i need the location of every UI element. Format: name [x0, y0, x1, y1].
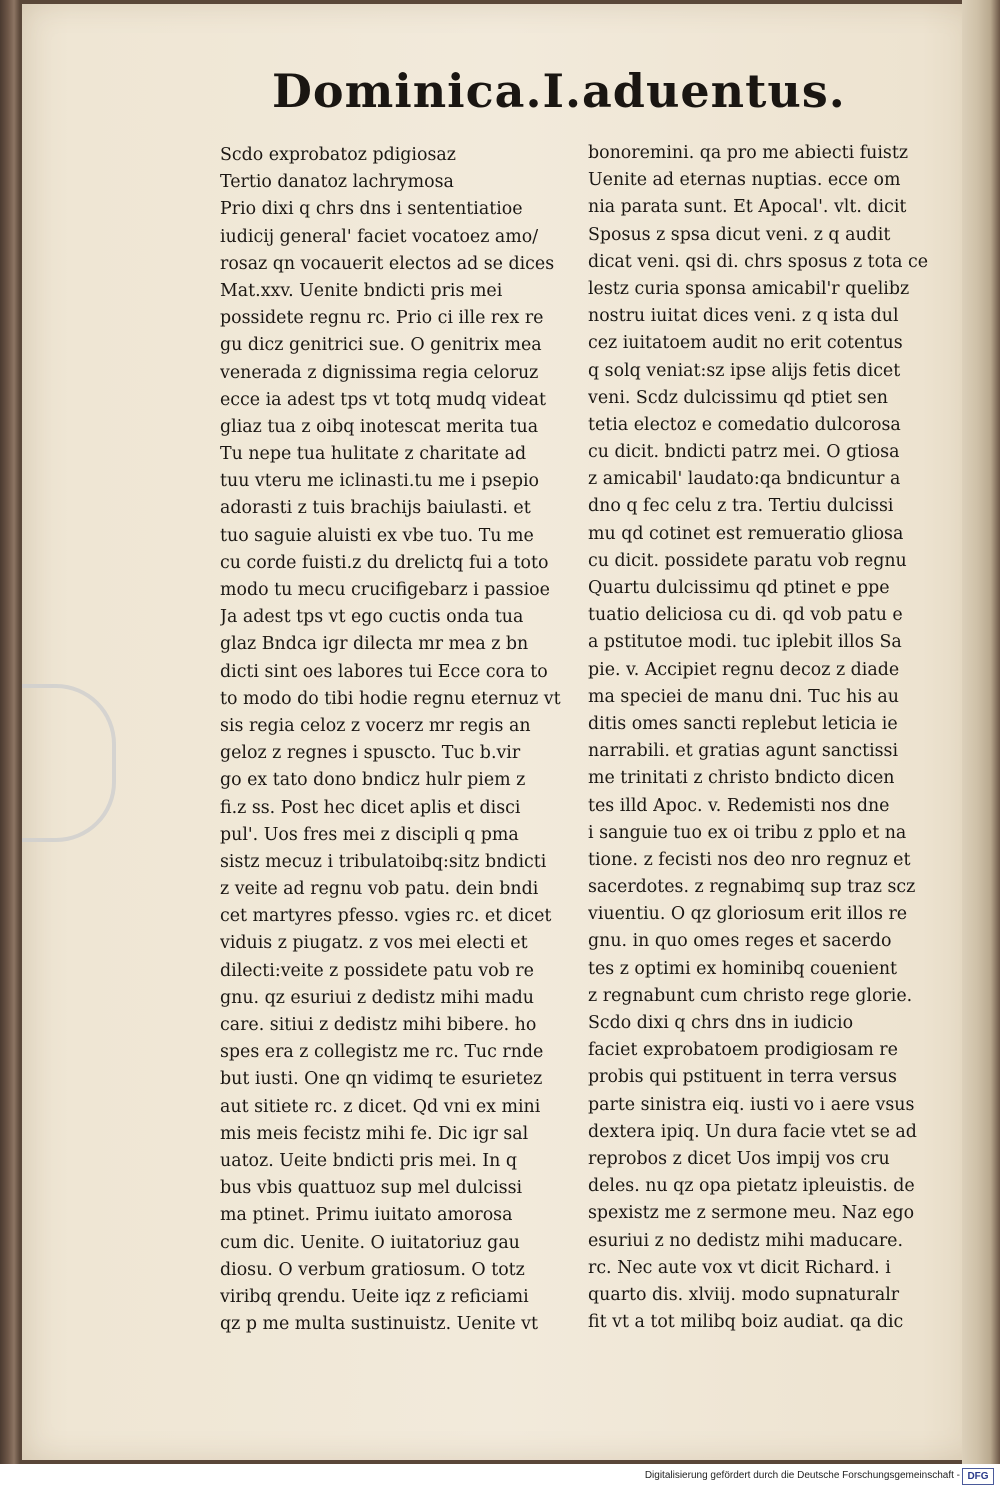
text-line: parte sinistra eiq. iusti vo i aere vsus	[588, 1094, 915, 1115]
text-line: bonoremini. qa pro me abiecti fuistz	[588, 143, 908, 163]
text-line: modo tu mecu crucifigebarz i passioe	[220, 580, 550, 600]
text-line: tuu vteru me iclinasti.tu me i psepio	[220, 471, 540, 492]
text-line: ecce ia adest tps vt totq mudq videat	[220, 389, 546, 410]
text-line: quarto dis. xlviij. modo supnaturalr	[588, 1284, 900, 1305]
page-heading: Dominica.I.aduentus.	[272, 64, 846, 118]
text-line: viribq qrendu. Ueite iqz z reficiami	[220, 1286, 529, 1307]
dfg-logo: DFG	[962, 1468, 994, 1485]
text-line: to modo do tibi hodie regnu eternuz vt	[220, 688, 561, 709]
text-line: gnu. qz esuriui z dedistz mihi madu	[220, 987, 534, 1008]
text-line: fit vt a tot milibq boiz audiat. qa dic	[588, 1312, 904, 1333]
text-line: deles. nu qz opa pietatz ipleuistis. de	[588, 1176, 915, 1197]
text-line: nia parata sunt. Et Apocal'. vlt. dicit	[588, 197, 907, 218]
text-line: tes z optimi ex hominibq couenient	[588, 958, 898, 979]
right-text-column	[588, 140, 956, 1336]
text-line: z amicabil' laudato:qa bndicuntur a	[588, 469, 901, 490]
text-line: viduis z piugatz. z vos mei electi et	[220, 933, 528, 954]
text-line: cu dicit. bndicti patrz mei. O gtiosa	[588, 442, 900, 463]
text-line: Tertio danatoz lachrymosa	[220, 172, 454, 193]
text-line: a pstitutoe modi. tuc iplebit illos Sa	[588, 632, 902, 653]
text-line: ditis omes sancti replebut leticia ie	[588, 713, 898, 734]
text-line: glaz Bndca igr dilecta mr mea z bn	[220, 634, 529, 655]
text-line: geloz z regnes i spuscto. Tuc b.vir	[220, 743, 521, 764]
text-line: Scdo dixi q chrs dns in iudicio	[588, 1013, 854, 1033]
text-line: viuentiu. O qz gloriosum erit illos re	[588, 904, 908, 925]
text-line: esuriui z no dedistz mihi maducare.	[588, 1230, 903, 1251]
text-line: sis regia celoz z vocerz mr regis an	[220, 715, 531, 736]
text-line: z veite ad regnu vob patu. dein bndi	[220, 879, 539, 900]
book-page	[22, 4, 980, 1460]
text-line: narrabili. et gratias agunt sanctissi	[588, 741, 899, 762]
text-line: tes illd Apoc. v. Redemisti nos dne	[588, 795, 890, 816]
text-line: q solq veniat:sz ipse alijs fetis dicet	[588, 360, 901, 381]
text-line: pul'. Uos fres mei z discipli q pma	[220, 824, 519, 845]
text-line: but iusti. One qn vidimq te esurietez	[220, 1069, 543, 1090]
text-line: gnu. in quo omes reges et sacerdo	[588, 931, 892, 952]
text-line: rc. Nec aute vox vt dicit Richard. i	[588, 1257, 891, 1278]
text-line: go ex tato dono bndicz hulr piem z	[220, 770, 526, 791]
text-line: pie. v. Accipiet regnu decoz z diade	[588, 659, 900, 680]
text-line: cum dic. Uenite. O iuitatoriuz gau	[220, 1232, 520, 1253]
text-line: spexistz me z sermone meu. Naz ego	[588, 1203, 915, 1224]
text-line: tetia electoz e comedatio dulcorosa	[588, 414, 901, 435]
text-line: dextera ipiq. Un dura facie vtet se ad	[588, 1121, 917, 1142]
footer-credit: Digitalisierung gefördert durch die Deutsche Forschungsgemeinschaft -	[644, 1470, 960, 1481]
text-line: i sanguie tuo ex oi tribu z pplo et na	[588, 822, 907, 843]
text-line: rosaz qn vocauerit electos ad se dices	[220, 253, 555, 274]
text-line: Prio dixi q chrs dns i sententiatioe	[220, 199, 523, 220]
text-line: tuatio deliciosa cu di. qd vob patu e	[588, 605, 903, 626]
text-line: Scdo exprobatoz pdigiosaz	[220, 145, 456, 165]
text-line: ma speciei de manu dni. Tuc his au	[588, 686, 899, 707]
text-line: uatoz. Ueite bndicti pris mei. In q	[220, 1150, 517, 1171]
text-line: cez iuitatoem audit no erit cotentus	[588, 333, 903, 354]
text-line: ma ptinet. Primu iuitato amorosa	[220, 1205, 513, 1226]
text-line: cu corde fuisti.z du drelictq fui a toto	[220, 552, 549, 573]
text-line: Uenite ad eternas nuptias. ecce om	[588, 170, 901, 191]
text-line: diosu. O verbum gratiosum. O totz	[220, 1259, 525, 1280]
text-line: venerada z dignissima regia celoruz	[220, 362, 539, 383]
text-line: gu dicz genitrici sue. O genitrix mea	[220, 335, 542, 356]
text-line: adorasti z tuis brachijs baiulasti. et	[220, 498, 531, 519]
text-line: dicti sint oes labores tui Ecce cora to	[220, 661, 548, 682]
text-line: sacerdotes. z regnabimq sup traz scz	[588, 877, 916, 898]
text-line: iudicij general' faciet vocatoez amo/	[220, 226, 539, 247]
text-line: nostru iuitat dices veni. z q ista dul	[588, 306, 899, 327]
page-edge	[962, 0, 1000, 1464]
paper-clip	[22, 684, 116, 842]
text-line: aut sitiete rc. z dicet. Qd vni ex mini	[220, 1096, 541, 1117]
text-line: dilecti:veite z possidete patu vob re	[220, 960, 534, 981]
text-line: cet martyres pfesso. vgies rc. et dicet	[220, 906, 552, 927]
text-line: faciet exprobatoem prodigiosam re	[588, 1040, 898, 1061]
text-line: qz p me multa sustinuistz. Uenite vt	[220, 1314, 538, 1335]
text-line: mu qd cotinet est remueratio gliosa	[588, 523, 904, 544]
text-line: mis meis fecistz mihi fe. Dic igr sal	[220, 1123, 529, 1144]
text-line: Quartu dulcissimu qd ptinet e ppe	[588, 578, 890, 598]
left-text-column	[220, 142, 565, 1338]
text-line: Mat.xxv. Uenite bndicti pris mei	[220, 280, 503, 301]
text-line: dno q fec celu z tra. Tertiu dulcissi	[588, 496, 894, 517]
text-line: Ja adest tps vt ego cuctis onda tua	[220, 607, 524, 628]
text-line: me trinitati z christo bndicto dicen	[588, 768, 895, 789]
text-line: sistz mecuz i tribulatoibq:sitz bndicti	[220, 851, 547, 872]
text-line: bus vbis quattuoz sup mel dulcissi	[220, 1178, 523, 1199]
text-line: tuo saguie aluisti ex vbe tuo. Tu me	[220, 525, 534, 546]
text-line: Tu nepe tua hulitate z charitate ad	[220, 444, 527, 465]
text-line: Sposus z spsa dicut veni. z q audit	[588, 224, 891, 245]
text-line: spes era z collegistz me rc. Tuc rnde	[220, 1042, 544, 1063]
text-line: veni. Scdz dulcissimu qd ptiet sen	[588, 387, 888, 408]
text-line: dicat veni. qsi di. chrs sposus z tota ce	[588, 251, 929, 272]
text-line: reprobos z dicet Uos impij vos cru	[588, 1148, 890, 1169]
text-line: care. sitiui z dedistz mihi bibere. ho	[220, 1015, 537, 1035]
text-line: possidete regnu rc. Prio ci ille rex re	[220, 308, 544, 329]
text-line: lestz curia sponsa amicabil'r quelibz	[588, 278, 910, 299]
text-line: cu dicit. possidete paratu vob regnu	[588, 550, 907, 571]
footer-bar	[0, 1464, 1000, 1488]
text-line: tione. z fecisti nos deo nro regnuz et	[588, 849, 911, 870]
text-line: probis qui pstituent in terra versus	[588, 1067, 897, 1088]
text-line: z regnabunt cum christo rege glorie.	[588, 985, 913, 1006]
text-line: gliaz tua z oibq inotescat merita tua	[220, 416, 539, 437]
text-line: fi.z ss. Post hec dicet aplis et disci	[220, 797, 521, 818]
